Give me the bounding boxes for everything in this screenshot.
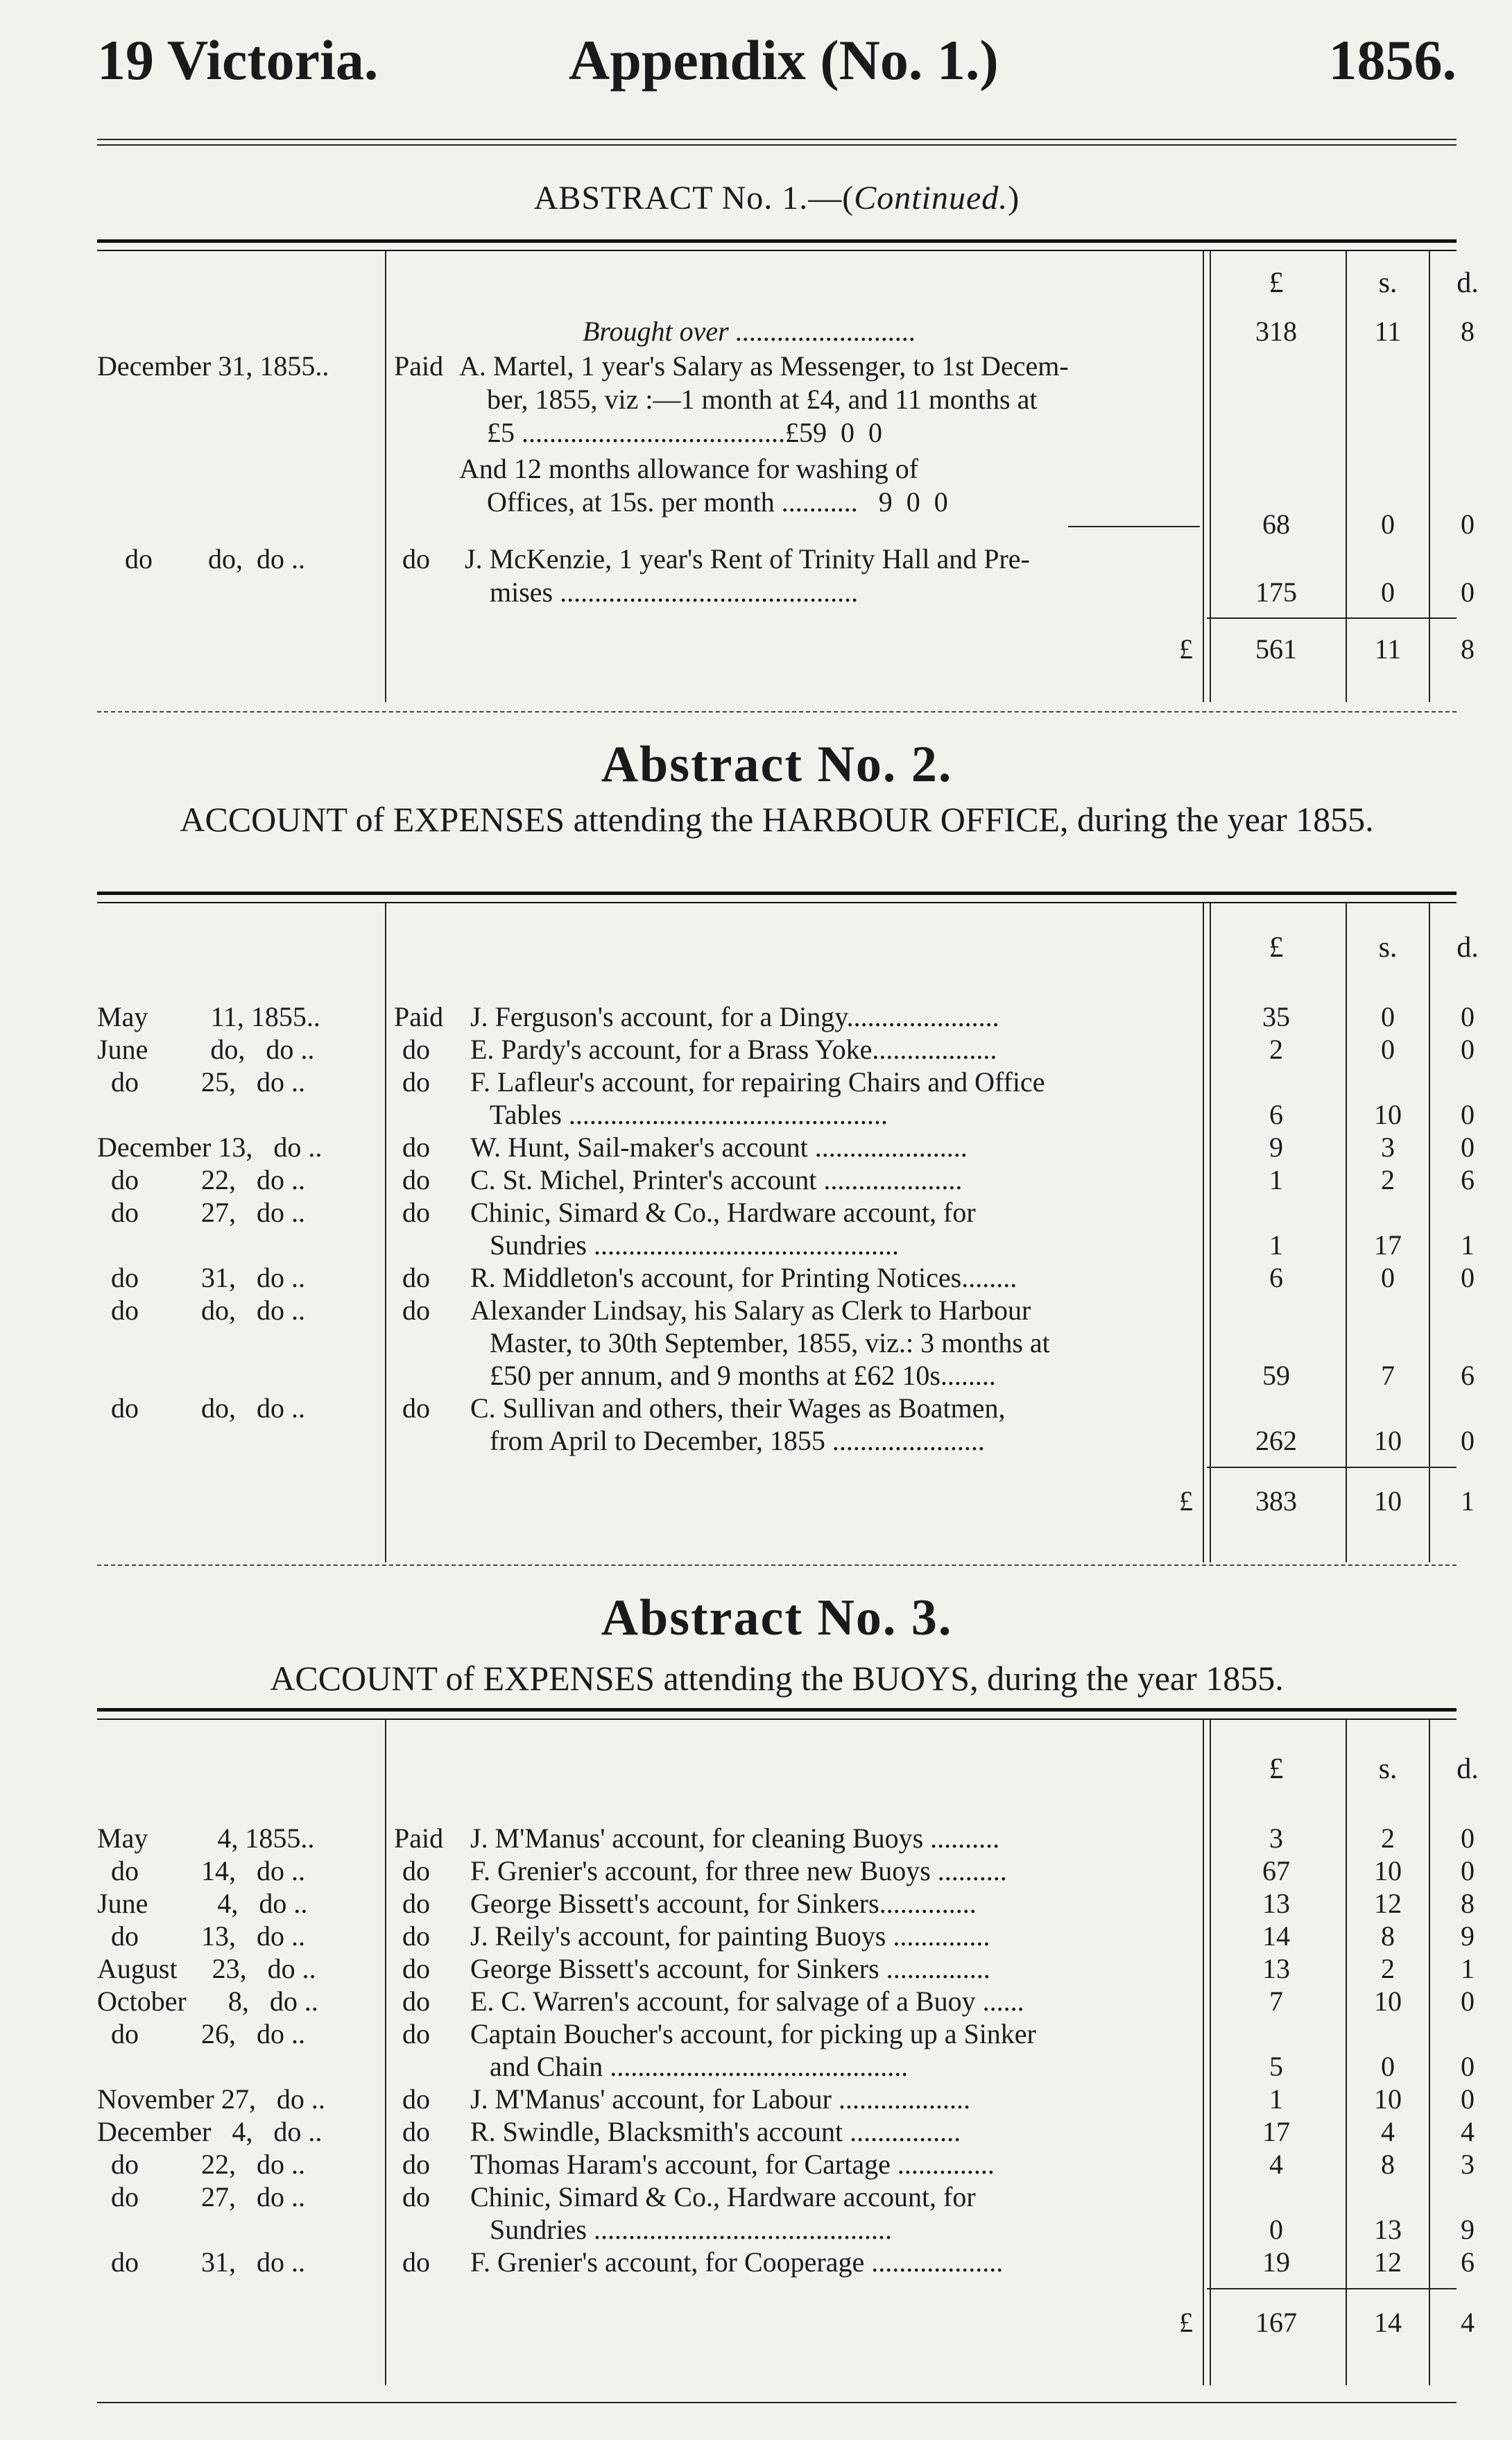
entry-description: F. Grenier's account, for three new Buoys .......... — [470, 1855, 1007, 1886]
amount-pence: 1 — [1461, 1953, 1475, 1984]
column-rule — [385, 903, 386, 1562]
amount-shillings: 0 — [1381, 1262, 1395, 1293]
entry-date: December 4, do .. — [97, 2116, 323, 2147]
col-pound-header: £ — [1269, 932, 1284, 964]
entry-paid: do — [402, 1164, 430, 1195]
amount-pounds: 35 — [1262, 1001, 1290, 1032]
amount-shillings: 13 — [1374, 2214, 1402, 2245]
entry-description: Captain Boucher's account, for picking up a Sinker — [470, 2018, 1036, 2049]
entry-date: do 13, do .. — [97, 1920, 305, 1952]
amount-pence: 0 — [1461, 1099, 1475, 1130]
entry-date: do 14, do .. — [97, 1855, 305, 1886]
amount-pounds: 13 — [1262, 1888, 1290, 1919]
entry-date: do do, do .. — [97, 1392, 305, 1424]
entry-description: E. Pardy's account, for a Brass Yoke.................. — [470, 1034, 997, 1065]
amount-pence: 0 — [1461, 2083, 1475, 2115]
amount-pounds: 1 — [1269, 2083, 1283, 2115]
abstract-2-title: Abstract No. 2. — [601, 736, 953, 793]
abstract-1-heading: ABSTRACT No. 1.—(Continued.) — [533, 180, 1020, 216]
amount-shillings: 3 — [1381, 1132, 1395, 1163]
entry-date: do 25, do .. — [97, 1066, 305, 1098]
entry-description: £50 per annum, and 9 months at £62 10s........ — [490, 1360, 996, 1391]
entry-description: George Bissett's account, for Sinkers ............... — [470, 1953, 990, 1984]
entry-description: J. M'Manus' account, for Labour ................... — [470, 2083, 970, 2115]
amount-shillings: 10 — [1374, 1425, 1402, 1456]
entry-paid: do — [402, 1295, 430, 1326]
running-head — [97, 28, 1457, 104]
amount-pence: 0 — [1461, 1034, 1475, 1065]
entry-paid: Paid — [394, 1001, 444, 1032]
entry-description: F. Grenier's account, for Cooperage ................... — [470, 2246, 1004, 2278]
amount-pounds: 13 — [1262, 1953, 1290, 1984]
column-rule — [1429, 1719, 1430, 2385]
amount-shillings: 10 — [1374, 2083, 1402, 2115]
divider — [97, 1564, 1457, 1566]
column-rule — [1203, 251, 1211, 702]
amount-pence: 0 — [1461, 1855, 1475, 1886]
divider — [97, 891, 1457, 903]
entry-paid: do — [402, 1034, 430, 1065]
entry-date: do 27, do .. — [97, 1197, 305, 1228]
abstract-3-table: £ s. d. May 4, 1855.. Paid J. M'Manus' account, for cleaning Buoys .......... 3 2 0 do 14, do .. do F. Grenier's account, for three new Buoys .......... 67 10 0 June 4, do .. do George Bissett's account, for Sinkers.............. 13 12 8 do 13, do .. do J. Reily's account, for painting Buoys .............. 14 8 9 August 23, do .. do George Bissett's account, for Sinkers ............... 13 2 1 October 8, do .. do E. C. Warren's account, for salvage of a Buoy ...... 7 10 0 do 26, do .. do Captain Boucher's account, for picking up a Sinker and Chain ........................................... 5 0 0 November 27, do .. do J. M'Manus' account, for Labour ................... 1 10 0 December 4, do .. do R. Swindle, Blacksmith's account ................ 17 4 4 do 22, do .. do Thomas Haram's account, for Cartage .............. 4 8 3 do 27, do .. do Chinic, Simard & Co., Hardware account, for Sundries ........................................... 0 13 9 do 31, do .. do F. Grenier's account, for Cooperage ................... 19 12 6 £ 167 14 4 — [97, 1719, 1457, 2385]
amount-shillings: 12 — [1374, 1888, 1402, 1919]
amount-shillings: 0 — [1381, 1001, 1395, 1032]
amount-pence: 1 — [1461, 1229, 1475, 1261]
entry-paid: do — [402, 1986, 430, 2017]
entry-paid: do — [402, 1855, 430, 1886]
amount-pounds: 5 — [1269, 2051, 1283, 2082]
entry-description: J. Reily's account, for painting Buoys .............. — [470, 1920, 990, 1952]
amount-pence: 3 — [1461, 2149, 1475, 2180]
entry-description: W. Hunt, Sail-maker's account ...................... — [470, 1132, 968, 1163]
amount-shillings: 10 — [1374, 1986, 1402, 2017]
entry-description: Tables .............................................. — [490, 1099, 888, 1130]
entry-date: do 26, do .. — [97, 2018, 305, 2049]
abstract-3-subtitle: ACCOUNT of EXPENSES attending the BUOYS, during the year 1855. — [270, 1659, 1284, 1698]
amount-shillings: 17 — [1374, 1229, 1402, 1261]
entry-date: December 13, do .. — [97, 1132, 323, 1163]
header-left: 19 Victoria. — [97, 28, 379, 92]
divider — [97, 239, 1457, 251]
amount-pounds: 59 — [1262, 1360, 1290, 1391]
entry-paid: do — [402, 2246, 430, 2278]
header-right: 1856. — [1328, 28, 1457, 92]
entry-description: Alexander Lindsay, his Salary as Clerk to Harbour — [470, 1295, 1031, 1326]
entry-description: C. St. Michel, Printer's account .................... — [470, 1164, 963, 1195]
amount-pounds: 0 — [1269, 2214, 1283, 2245]
amount-shillings: 4 — [1381, 2116, 1395, 2147]
column-rule — [385, 1719, 386, 2385]
col-pence-header: d. — [1457, 932, 1479, 964]
amount-pence: 6 — [1461, 1360, 1475, 1391]
entry-date: October 8, do .. — [97, 1986, 318, 2017]
amount-pence: 0 — [1461, 2051, 1475, 2082]
entry-paid: Paid — [394, 1823, 444, 1854]
amount-pounds: 1 — [1269, 1164, 1283, 1195]
amount-shillings: 10 — [1374, 1855, 1402, 1886]
entry-description: Chinic, Simard & Co., Hardware account, for — [470, 1197, 976, 1228]
divider — [97, 139, 1457, 140]
column-rule — [1346, 251, 1347, 702]
abstract-2-table: £ s. d. May 11, 1855.. Paid J. Ferguson's account, for a Dingy...................... 35 0 0 June do, do .. do E. Pardy's account, for a Brass Yoke.................. 2 0 0 do 25, do .. do F. Lafleur's account, for repairing Chairs and Office Tables .............................................. 6 10 0 December 13, do .. do W. Hunt, Sail-maker's account ...................... 9 3 0 do 22, do .. do C. St. Michel, Printer's account .................... 1 2 6 do 27, do .. do Chinic, Simard & Co., Hardware account, for Sundries ............................................ 1 17 1 do 31, do .. do R. Middleton's account, for Printing Notices........ 6 0 0 do do, do .. do Alexander Lindsay, his Salary as Clerk to Harbour Master, to 30th September, 1855, viz.: 3 months at £50 per annum, and 9 months at £62 10s........ 59 7 6 do do, do .. do C. Sullivan and others, their Wages as Boatmen, from April to December, 1855 ...................... 262 10 0 £ 383 10 1 — [97, 903, 1457, 1562]
entry-description: Chinic, Simard & Co., Hardware account, for — [470, 2181, 976, 2212]
amount-pence: 6 — [1461, 2246, 1475, 2278]
entry-date: May 4, 1855.. — [97, 1823, 315, 1854]
entry-paid: do — [402, 1953, 430, 1984]
amount-pounds: 3 — [1269, 1823, 1283, 1854]
entry-date: do 31, do .. — [97, 2246, 305, 2278]
abstract-2-subtitle: ACCOUNT of EXPENSES attending the HARBOUR OFFICE, during the year 1855. — [180, 800, 1374, 839]
amount-shillings: 2 — [1381, 1953, 1395, 1984]
divider — [97, 711, 1457, 713]
entry-description: George Bissett's account, for Sinkers.............. — [470, 1888, 977, 1919]
entry-description: from April to December, 1855 ...................... — [490, 1425, 985, 1456]
amount-pence: 4 — [1461, 2116, 1475, 2147]
total-rule — [1207, 2288, 1457, 2289]
entry-date: June do, do .. — [97, 1034, 315, 1065]
amount-shillings: 12 — [1374, 2246, 1402, 2278]
amount-shillings: 0 — [1381, 2051, 1395, 2082]
entry-paid: do — [402, 2181, 430, 2212]
entry-description: R. Swindle, Blacksmith's account ................ — [470, 2116, 961, 2147]
amount-pence: 0 — [1461, 1001, 1475, 1032]
amount-shillings: 2 — [1381, 1823, 1395, 1854]
abstract-3-title: Abstract No. 3. — [601, 1589, 953, 1646]
amount-pounds: 1 — [1269, 1229, 1283, 1261]
entry-description: F. Lafleur's account, for repairing Chairs and Office — [470, 1066, 1045, 1098]
amount-pounds: 9 — [1269, 1132, 1283, 1163]
amount-pounds: 4 — [1269, 2149, 1283, 2180]
entry-paid: do — [402, 2116, 430, 2147]
entry-paid: do — [402, 2018, 430, 2049]
amount-pence: 0 — [1461, 1986, 1475, 2017]
column-rule — [1429, 903, 1430, 1562]
col-pound-header: £ — [1269, 1753, 1284, 1785]
column-rule — [1203, 903, 1211, 1562]
header-center: Appendix (No. 1.) — [569, 28, 999, 92]
entry-paid: do — [402, 1132, 430, 1163]
divider — [97, 1708, 1457, 1720]
amount-pence: 0 — [1461, 1425, 1475, 1456]
total-rule — [1207, 617, 1457, 619]
amount-pence: 0 — [1461, 1823, 1475, 1854]
entry-paid: do — [402, 1392, 430, 1424]
col-pound-header: £ — [1269, 267, 1284, 299]
entry-description: Master, to 30th September, 1855, viz.: 3 months at — [490, 1327, 1050, 1358]
column-rule — [1203, 1719, 1211, 2385]
entry-description: Sundries ............................................ — [490, 1229, 899, 1261]
amount-pounds: 19 — [1262, 2246, 1290, 2278]
amount-shillings: 0 — [1381, 1034, 1395, 1065]
divider — [97, 144, 1457, 146]
amount-pounds: 6 — [1269, 1099, 1283, 1130]
entry-description: Thomas Haram's account, for Cartage .............. — [470, 2149, 995, 2180]
entry-description: Sundries ........................................... — [490, 2214, 892, 2245]
amount-pounds: 67 — [1262, 1855, 1290, 1886]
entry-description: J. M'Manus' account, for cleaning Buoys .......... — [470, 1823, 1000, 1854]
amount-shillings: 8 — [1381, 2149, 1395, 2180]
entry-description: E. C. Warren's account, for salvage of a Buoy ...... — [470, 1986, 1024, 2017]
col-shillings-header: s. — [1378, 932, 1398, 964]
entry-date: November 27, do .. — [97, 2083, 325, 2115]
entry-paid: do — [402, 1262, 430, 1293]
entry-paid: do — [402, 2149, 430, 2180]
amount-shillings: 7 — [1381, 1360, 1395, 1391]
amount-pounds: 17 — [1262, 2116, 1290, 2147]
amount-pounds: 14 — [1262, 1920, 1290, 1952]
amount-shillings: 2 — [1381, 1164, 1395, 1195]
amount-pence: 8 — [1461, 1888, 1475, 1919]
column-rule — [1346, 903, 1347, 1562]
entry-description: J. Ferguson's account, for a Dingy...................... — [470, 1001, 999, 1032]
entry-date: do 27, do .. — [97, 2181, 305, 2212]
entry-date: do 31, do .. — [97, 1262, 305, 1293]
entry-paid: do — [402, 1888, 430, 1919]
amount-pounds: 262 — [1255, 1425, 1297, 1456]
entry-date: May 11, 1855.. — [97, 1001, 320, 1032]
amount-pounds: 2 — [1269, 1034, 1283, 1065]
column-rule — [1429, 251, 1430, 702]
amount-pence: 9 — [1461, 1920, 1475, 1952]
divider — [97, 2402, 1457, 2403]
total-rule — [1207, 1467, 1457, 1468]
col-pence-header: d. — [1457, 267, 1479, 299]
subtotal-rule — [1068, 526, 1200, 527]
entry-date: do 22, do .. — [97, 1164, 305, 1195]
amount-pence: 9 — [1461, 2214, 1475, 2245]
entry-paid: do — [402, 1197, 430, 1228]
column-rule — [385, 251, 386, 702]
entry-paid: do — [402, 1066, 430, 1098]
entry-paid: do — [402, 1920, 430, 1952]
entry-date: do do, do .. — [97, 1295, 305, 1326]
abstract-1-table: £ s. d. Brought over .......................... 318 11 8 December 31, 1855.. Paid A. Martel, 1 year's Salary as Messenger, to 1st Decem- ber, 1855, viz :—1 month at £4, and 11 months at £5 ......................................£59 0 0 And 12 months allowance for washing of Offices, at 15s. per month ........... 9 0 0 68 0 0 do do, do .. do J. McKenzie, 1 year's Rent of Trinity Hall and Pre- mises ........................................... 175 0 0 £ 561 11 8 — [97, 251, 1457, 702]
amount-pence: 6 — [1461, 1164, 1475, 1195]
amount-pounds: 7 — [1269, 1986, 1283, 2017]
entry-paid: do — [402, 2083, 430, 2115]
entry-date: June 4, do .. — [97, 1888, 308, 1919]
amount-pence: 0 — [1461, 1132, 1475, 1163]
amount-pence: 0 — [1461, 1262, 1475, 1293]
amount-shillings: 10 — [1374, 1099, 1402, 1130]
col-shillings-header: s. — [1378, 267, 1398, 299]
column-rule — [1346, 1719, 1347, 2385]
entry-date: do 22, do .. — [97, 2149, 305, 2180]
col-pence-header: d. — [1457, 1753, 1479, 1785]
col-shillings-header: s. — [1378, 1753, 1398, 1785]
entry-description: R. Middleton's account, for Printing Notices........ — [470, 1262, 1017, 1293]
amount-pounds: 6 — [1269, 1262, 1283, 1293]
entry-date: August 23, do .. — [97, 1953, 316, 1984]
entry-description: C. Sullivan and others, their Wages as Boatmen, — [470, 1392, 1006, 1424]
entry-description: and Chain ........................................... — [490, 2051, 909, 2082]
amount-shillings: 8 — [1381, 1920, 1395, 1952]
